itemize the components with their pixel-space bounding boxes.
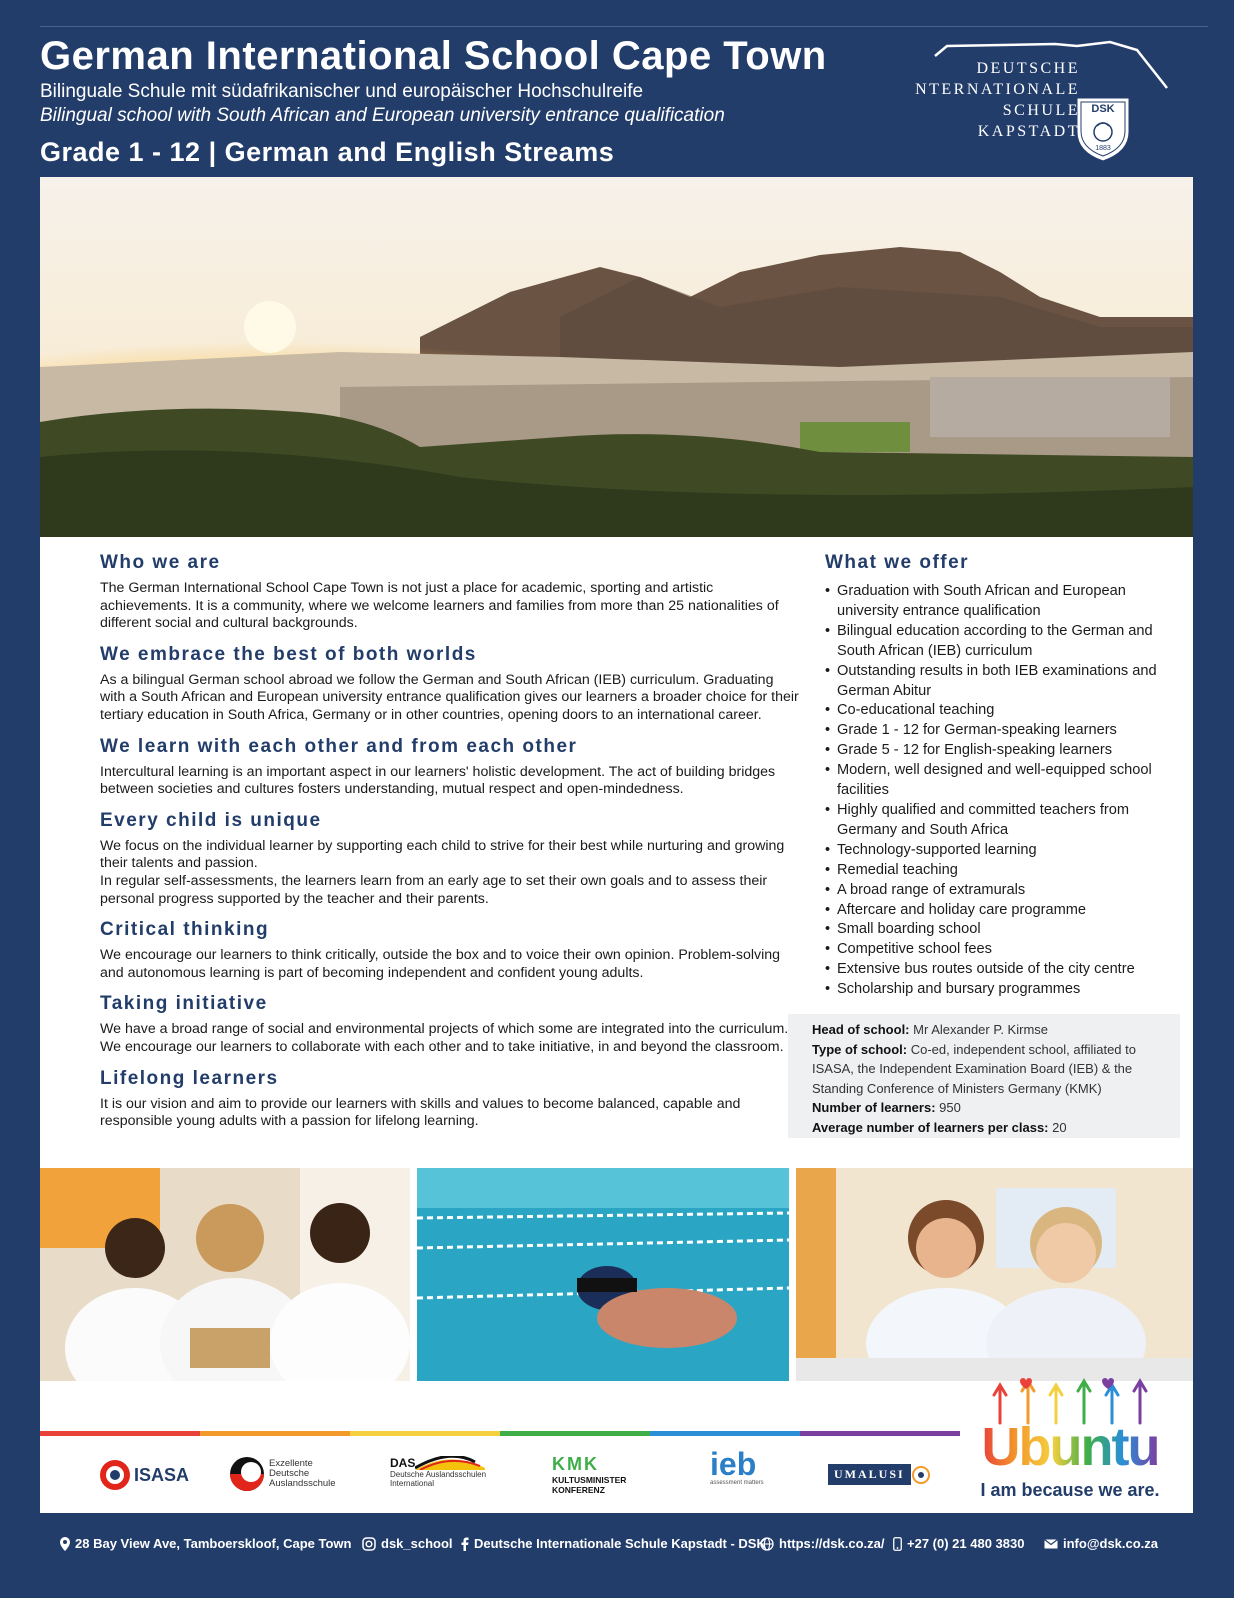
crest-year: 1883 bbox=[1095, 145, 1111, 152]
offer-list bbox=[825, 582, 1165, 1000]
fact-type bbox=[812, 1040, 1180, 1099]
photo-science-lab bbox=[40, 1168, 410, 1381]
section-lifelong-learners bbox=[100, 1068, 800, 1131]
subtitle-english: Bilingual school with South African and European university entrance qualification bbox=[40, 105, 725, 126]
contact-footer bbox=[60, 1536, 1210, 1560]
das-line: Deutsche Auslandsschulen bbox=[390, 1470, 487, 1479]
isasa-logo bbox=[98, 1458, 189, 1492]
stripe-segment bbox=[650, 1431, 800, 1436]
excellente-line: Deutsche bbox=[269, 1468, 310, 1479]
stripe-segment bbox=[500, 1431, 650, 1436]
swimming-image bbox=[417, 1168, 789, 1381]
section-heading: We embrace the best of both worlds bbox=[100, 643, 477, 665]
offer-item: • Modern, well designed and well-equipped school facilities bbox=[825, 761, 1165, 801]
isasa-emblem-icon bbox=[98, 1458, 132, 1492]
fact-class-size bbox=[812, 1118, 1180, 1138]
website-link: https://dsk.co.za/ bbox=[779, 1536, 885, 1551]
section-who-we-are bbox=[100, 552, 800, 633]
ieb-label: ieb bbox=[710, 1446, 757, 1482]
photo-strip bbox=[40, 1168, 1193, 1381]
footer-phone[interactable] bbox=[893, 1536, 1024, 1551]
stripe-segment bbox=[800, 1431, 960, 1436]
top-rule bbox=[40, 26, 1208, 27]
ubuntu-tagline: I am because we are. bbox=[980, 1480, 1160, 1500]
offer-item: • Grade 1 - 12 for German-speaking learners bbox=[825, 721, 1165, 741]
footer-facebook[interactable] bbox=[460, 1536, 766, 1551]
section-heading: Taking initiative bbox=[100, 993, 268, 1015]
fact-label: Number of learners: bbox=[812, 1100, 936, 1115]
fact-value: Mr Alexander P. Kirmse bbox=[913, 1022, 1049, 1037]
fact-value: 20 bbox=[1052, 1119, 1067, 1135]
section-heading: Every child is unique bbox=[100, 809, 322, 831]
logo-line: DEUTSCHE bbox=[976, 60, 1080, 77]
offer-item: • Remedial teaching bbox=[825, 861, 1165, 881]
excellente-emblem-icon bbox=[227, 1454, 267, 1494]
das-line: International bbox=[390, 1479, 435, 1488]
section-every-child-unique bbox=[100, 810, 800, 908]
offer-item: • Scholarship and bursary programmes bbox=[825, 980, 1165, 1000]
offer-item: • Bilingual education according to the German and South African (IEB) curriculum bbox=[825, 622, 1165, 662]
kmk-line: KONFERENZ bbox=[552, 1485, 605, 1495]
kmk-logo bbox=[552, 1454, 626, 1495]
fact-value: 950 bbox=[939, 1100, 961, 1115]
footer-website[interactable] bbox=[760, 1536, 884, 1551]
section-heading: We learn with each other and from each other bbox=[100, 735, 578, 757]
grades-streams: Grade 1 - 12 | German and English Streams bbox=[40, 137, 615, 167]
section-heading: Who we are bbox=[100, 552, 221, 573]
globe-icon bbox=[760, 1537, 774, 1551]
excellente-line: Auslandsschule bbox=[269, 1478, 336, 1489]
offer-item: • Highly qualified and committed teachers from Germany and South Africa bbox=[825, 801, 1165, 841]
section-heading: Critical thinking bbox=[100, 919, 270, 941]
stripe-segment bbox=[350, 1431, 500, 1436]
partner-logos bbox=[40, 1442, 970, 1512]
fact-label: Type of school: bbox=[812, 1041, 908, 1057]
photo-swimming bbox=[417, 1168, 789, 1381]
section-taking-initiative bbox=[100, 993, 800, 1056]
fact-head bbox=[812, 1020, 1180, 1040]
location-pin-icon bbox=[60, 1537, 70, 1551]
facebook-icon bbox=[460, 1537, 469, 1551]
section-critical-thinking bbox=[100, 919, 800, 982]
ubuntu-badge bbox=[970, 1375, 1170, 1515]
instagram-handle: dsk_school bbox=[381, 1536, 453, 1551]
offer-item: • Competitive school fees bbox=[825, 940, 1165, 960]
ubuntu-word: Ubuntu bbox=[981, 1417, 1159, 1477]
footer-instagram[interactable] bbox=[362, 1536, 453, 1551]
photo-young-learners bbox=[796, 1168, 1193, 1381]
facebook-page: Deutsche Internationale Schule Kapstadt - DSK bbox=[474, 1536, 766, 1551]
ubuntu-wordmark bbox=[970, 1417, 1170, 1477]
section-text: In regular self-assessments, the learners learn from an early age to set their own goals and to assess their personal progress supported by the teacher and their parents. bbox=[100, 872, 768, 907]
kmk-mark: KMK bbox=[552, 1454, 599, 1474]
das-swoosh-icon bbox=[415, 1456, 485, 1470]
offer-item: • A broad range of extramurals bbox=[825, 881, 1165, 901]
umalusi-logo bbox=[828, 1464, 931, 1485]
email-address: info@dsk.co.za bbox=[1063, 1536, 1159, 1551]
fact-label: Average number of learners per class: bbox=[812, 1119, 1049, 1135]
excellente-line: Exzellente bbox=[269, 1458, 313, 1469]
phone-number: +27 (0) 21 480 3830 bbox=[907, 1536, 1025, 1551]
offer-heading: What we offer bbox=[825, 552, 970, 573]
crest-label: DSK bbox=[1091, 103, 1115, 115]
page-title: German International School Cape Town bbox=[40, 34, 827, 78]
offer-item: • Small boarding school bbox=[825, 920, 1165, 940]
envelope-icon bbox=[1044, 1539, 1058, 1549]
offer-panel bbox=[825, 552, 1165, 1000]
offer-item: • Graduation with South African and European university entrance qualification bbox=[825, 582, 1165, 622]
stripe-segment bbox=[200, 1431, 350, 1436]
phone-icon bbox=[893, 1537, 902, 1551]
section-best-of-both-worlds bbox=[100, 644, 800, 725]
offer-item: • Grade 5 - 12 for English-speaking learners bbox=[825, 741, 1165, 761]
address-text: 28 Bay View Ave, Tamboerskloof, Cape Town bbox=[75, 1536, 352, 1551]
instagram-icon bbox=[362, 1537, 376, 1551]
offer-item: • Outstanding results in both IEB examinations and German Abitur bbox=[825, 662, 1165, 702]
ieb-logo bbox=[710, 1448, 764, 1486]
section-heading: Lifelong learners bbox=[100, 1067, 279, 1089]
science-lab-image bbox=[40, 1168, 410, 1381]
subtitle-german: Bilinguale Schule mit südafrikanischer und europäischer Hochschulreife bbox=[40, 81, 644, 102]
das-label: DAS bbox=[390, 1456, 416, 1470]
logo-line: NTERNATIONALE bbox=[915, 81, 1080, 98]
offer-item: • Aftercare and holiday care programme bbox=[825, 901, 1165, 921]
kmk-line: KULTUSMINISTER bbox=[552, 1475, 627, 1485]
stripe-segment bbox=[40, 1431, 200, 1436]
umalusi-label: UMALUSI bbox=[828, 1464, 911, 1485]
section-text: We encourage our learners to think critically, outside the box and to voice their own opinion. Problem-solving and autonomous learning is part of becoming independent and confident young adults. bbox=[100, 947, 781, 981]
content-card bbox=[40, 177, 1193, 1513]
offer-item: • Extensive bus routes outside of the city centre bbox=[825, 960, 1165, 980]
das-logo bbox=[390, 1456, 486, 1488]
fact-label: Head of school: bbox=[812, 1022, 910, 1037]
fact-learners bbox=[812, 1098, 1180, 1118]
young-learners-image bbox=[796, 1168, 1193, 1381]
section-text: As a bilingual German school abroad we follow the German and South African (IEB) curriculum. Graduating with a South African and European university entrance qualification gives our learners a broader choice for their tertiary education in South Africa, Germany or in other countries, opening doors to an international career. bbox=[100, 671, 799, 723]
offer-item: • Technology-supported learning bbox=[825, 841, 1165, 861]
section-text: The German International School Cape Town is not just a place for academic, sporting and artistic achievements. It is a community, where we welcome learners and families from more than 25 nationalities of different social and cultural backgrounds. bbox=[100, 580, 779, 632]
offer-item: • Co-educational teaching bbox=[825, 701, 1165, 721]
school-facts-box bbox=[788, 1014, 1180, 1138]
footer-address bbox=[60, 1536, 351, 1551]
section-text: It is our vision and aim to provide our learners with skills and values to become balanced, capable and responsible young adults with a passion for lifelong learning. bbox=[100, 1095, 741, 1130]
logo-line: KAPSTADT bbox=[977, 123, 1080, 140]
section-learn-together bbox=[100, 736, 800, 799]
isasa-label: ISASA bbox=[134, 1464, 190, 1485]
fact-value: Co-ed, independent school, affiliated to ISASA, the Independent Examination Board (IEB) & the Standing Conference of Ministers Germany (KMK) bbox=[812, 1041, 1136, 1096]
school-logo bbox=[905, 40, 1195, 168]
section-text: We have a broad range of social and environmental projects of which some are integrated into the curriculum. We encourage our learners to collaborate with each other and to take initiative, in and beyond the classroom. bbox=[100, 1021, 789, 1055]
section-text: We focus on the individual learner by supporting each child to strive for their best while nurturing and growing their talents and passion. bbox=[100, 837, 785, 872]
excellente-logo bbox=[227, 1454, 336, 1494]
section-text: Intercultural learning is an important aspect in our learners' holistic development. The act of building bridges between societies and cultures fosters understanding, mutual respect and open-mindedness. bbox=[100, 763, 776, 798]
umalusi-emblem-icon bbox=[911, 1465, 931, 1485]
logo-wordmark bbox=[905, 58, 1080, 142]
ieb-tagline: assessment matters bbox=[710, 1480, 764, 1486]
excellente-text bbox=[269, 1459, 336, 1489]
hero-cape-town-photo bbox=[40, 177, 1193, 537]
logo-line: SCHULE bbox=[1002, 102, 1080, 119]
footer-email[interactable] bbox=[1044, 1536, 1158, 1551]
about-sections bbox=[100, 552, 800, 1142]
